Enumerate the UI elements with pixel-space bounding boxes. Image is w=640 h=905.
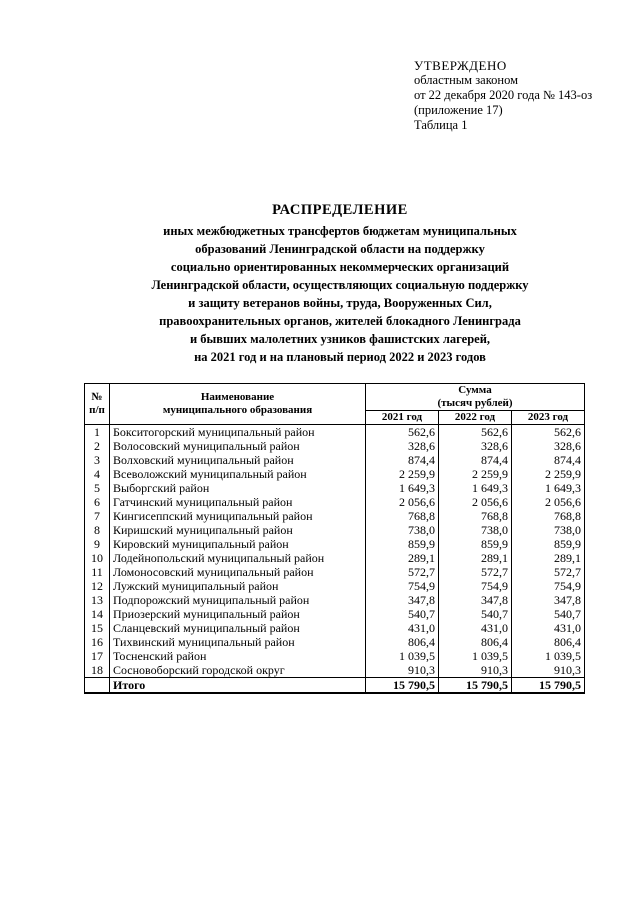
row-value-2022: 738,0 xyxy=(439,523,512,537)
approval-stamp xyxy=(414,58,614,133)
row-name: Кингисеппский муниципальный район xyxy=(110,509,366,523)
row-value-2021: 874,4 xyxy=(366,453,439,467)
row-value-2022: 289,1 xyxy=(439,551,512,565)
row-value-2021: 289,1 xyxy=(366,551,439,565)
row-value-2023: 572,7 xyxy=(512,565,585,579)
row-value-2022: 562,6 xyxy=(439,425,512,440)
row-name: Волосовский муниципальный район xyxy=(110,439,366,453)
total-value: 15 790,5 xyxy=(366,678,439,694)
row-name: Сланцевский муниципальный район xyxy=(110,621,366,635)
row-name: Приозерский муниципальный район xyxy=(110,607,366,621)
row-value-2023: 910,3 xyxy=(512,663,585,678)
row-name: Ломоносовский муниципальный район xyxy=(110,565,366,579)
row-number: 9 xyxy=(85,537,110,551)
row-value-2021: 540,7 xyxy=(366,607,439,621)
row-value-2022: 431,0 xyxy=(439,621,512,635)
table-row xyxy=(85,509,585,523)
table-row xyxy=(85,593,585,607)
header-name-line: Наименование xyxy=(200,391,275,403)
row-name: Волховский муниципальный район xyxy=(110,453,366,467)
row-value-2023: 1 039,5 xyxy=(512,649,585,663)
approval-heading: УТВЕРЖДЕНО xyxy=(414,58,507,73)
approval-line: (приложение 17) xyxy=(414,103,503,117)
table-row xyxy=(85,579,585,593)
row-value-2021: 347,8 xyxy=(366,593,439,607)
row-value-2022: 859,9 xyxy=(439,537,512,551)
row-number: 2 xyxy=(85,439,110,453)
row-name: Лодейнопольский муниципальный район xyxy=(110,551,366,565)
row-value-2022: 540,7 xyxy=(439,607,512,621)
total-row xyxy=(85,678,585,694)
total-num-cell xyxy=(85,678,110,694)
title-main: РАСПРЕДЕЛЕНИЕ xyxy=(272,202,408,218)
row-value-2023: 859,9 xyxy=(512,537,585,551)
row-name: Гатчинский муниципальный район xyxy=(110,495,366,509)
title-line: и бывших малолетних узников фашистских лагерей, xyxy=(189,332,491,346)
row-value-2023: 754,9 xyxy=(512,579,585,593)
row-value-2021: 1 649,3 xyxy=(366,481,439,495)
row-number: 5 xyxy=(85,481,110,495)
row-value-2023: 806,4 xyxy=(512,635,585,649)
table-row xyxy=(85,607,585,621)
table-row xyxy=(85,565,585,579)
row-value-2022: 2 056,6 xyxy=(439,495,512,509)
row-value-2023: 2 259,9 xyxy=(512,467,585,481)
row-value-2022: 328,6 xyxy=(439,439,512,453)
row-value-2023: 2 056,6 xyxy=(512,495,585,509)
row-value-2021: 562,6 xyxy=(366,425,439,440)
row-value-2021: 859,9 xyxy=(366,537,439,551)
row-value-2021: 328,6 xyxy=(366,439,439,453)
table-row xyxy=(85,523,585,537)
title-line: иных межбюджетных трансфертов бюджетам муниципальных xyxy=(163,224,517,238)
header-number-line: п/п xyxy=(89,404,105,416)
row-value-2021: 910,3 xyxy=(366,663,439,678)
approval-line: областным законом xyxy=(414,73,519,87)
title-line: и защиту ветеранов войны, труда, Вооруженных Сил, xyxy=(188,296,492,310)
row-value-2021: 768,8 xyxy=(366,509,439,523)
table-row xyxy=(85,439,585,453)
row-name: Выборгский район xyxy=(110,481,366,495)
row-number: 7 xyxy=(85,509,110,523)
row-value-2022: 572,7 xyxy=(439,565,512,579)
row-number: 15 xyxy=(85,621,110,635)
row-value-2023: 768,8 xyxy=(512,509,585,523)
row-value-2022: 768,8 xyxy=(439,509,512,523)
row-name: Кировский муниципальный район xyxy=(110,537,366,551)
distribution-table xyxy=(84,383,585,694)
row-name: Тихвинский муниципальный район xyxy=(110,635,366,649)
total-value: 15 790,5 xyxy=(439,678,512,694)
row-value-2022: 806,4 xyxy=(439,635,512,649)
row-value-2023: 874,4 xyxy=(512,453,585,467)
row-value-2023: 431,0 xyxy=(512,621,585,635)
row-number: 4 xyxy=(85,467,110,481)
table-row xyxy=(85,551,585,565)
row-number: 18 xyxy=(85,663,110,678)
row-value-2021: 738,0 xyxy=(366,523,439,537)
header-number xyxy=(85,384,110,425)
row-value-2023: 1 649,3 xyxy=(512,481,585,495)
row-value-2023: 347,8 xyxy=(512,593,585,607)
row-name: Лужский муниципальный район xyxy=(110,579,366,593)
row-number: 11 xyxy=(85,565,110,579)
row-number: 8 xyxy=(85,523,110,537)
header-number-line: № xyxy=(91,391,103,403)
row-number: 16 xyxy=(85,635,110,649)
title-line: социально ориентированных некоммерческих организаций xyxy=(170,260,510,274)
row-number: 3 xyxy=(85,453,110,467)
total-value: 15 790,5 xyxy=(512,678,585,694)
row-value-2022: 874,4 xyxy=(439,453,512,467)
row-number: 14 xyxy=(85,607,110,621)
header-name xyxy=(110,384,366,425)
row-value-2021: 431,0 xyxy=(366,621,439,635)
row-value-2022: 1 649,3 xyxy=(439,481,512,495)
row-number: 10 xyxy=(85,551,110,565)
row-value-2021: 806,4 xyxy=(366,635,439,649)
header-year: 2023 год xyxy=(512,411,585,425)
title-line: на 2021 год и на плановый период 2022 и 2023 годов xyxy=(194,350,486,364)
row-name: Киришский муниципальный район xyxy=(110,523,366,537)
table-row xyxy=(85,635,585,649)
header-year: 2021 год xyxy=(366,411,439,425)
table-row xyxy=(85,495,585,509)
header-sum-line: (тысяч рублей) xyxy=(437,397,513,409)
row-value-2021: 2 056,6 xyxy=(366,495,439,509)
row-value-2021: 1 039,5 xyxy=(366,649,439,663)
total-label: Итого xyxy=(110,678,366,694)
row-number: 17 xyxy=(85,649,110,663)
table-row xyxy=(85,537,585,551)
table-row xyxy=(85,481,585,495)
row-name: Всеволожский муниципальный район xyxy=(110,467,366,481)
row-name: Тосненский район xyxy=(110,649,366,663)
table-row xyxy=(85,663,585,678)
row-value-2021: 754,9 xyxy=(366,579,439,593)
title-line: Ленинградской области, осуществляющих социальную поддержку xyxy=(151,278,529,292)
row-value-2022: 754,9 xyxy=(439,579,512,593)
row-value-2023: 562,6 xyxy=(512,425,585,440)
row-value-2023: 328,6 xyxy=(512,439,585,453)
header-year: 2022 год xyxy=(439,411,512,425)
row-value-2023: 289,1 xyxy=(512,551,585,565)
row-name: Бокситогорский муниципальный район xyxy=(110,425,366,440)
table-row xyxy=(85,621,585,635)
row-name: Сосновоборский городской округ xyxy=(110,663,366,678)
row-value-2023: 540,7 xyxy=(512,607,585,621)
row-value-2022: 1 039,5 xyxy=(439,649,512,663)
row-number: 13 xyxy=(85,593,110,607)
row-value-2021: 572,7 xyxy=(366,565,439,579)
table-row xyxy=(85,649,585,663)
header-sum xyxy=(366,384,585,411)
row-name: Подпорожский муниципальный район xyxy=(110,593,366,607)
row-value-2022: 2 259,9 xyxy=(439,467,512,481)
table-row xyxy=(85,467,585,481)
title-line: образований Ленинградской области на поддержку xyxy=(195,242,485,256)
title-line: правоохранительных органов, жителей блокадного Ленинграда xyxy=(159,314,521,328)
approval-line: от 22 декабря 2020 года № 143-оз xyxy=(414,88,593,102)
approval-line: Таблица 1 xyxy=(414,118,468,132)
document-title xyxy=(60,202,620,366)
row-value-2022: 347,8 xyxy=(439,593,512,607)
row-number: 6 xyxy=(85,495,110,509)
header-sum-line: Сумма xyxy=(458,384,492,396)
table-row xyxy=(85,425,585,440)
row-number: 12 xyxy=(85,579,110,593)
row-value-2021: 2 259,9 xyxy=(366,467,439,481)
table-row xyxy=(85,453,585,467)
header-name-line: муниципального образования xyxy=(162,404,313,416)
row-value-2023: 738,0 xyxy=(512,523,585,537)
row-value-2022: 910,3 xyxy=(439,663,512,678)
row-number: 1 xyxy=(85,425,110,440)
